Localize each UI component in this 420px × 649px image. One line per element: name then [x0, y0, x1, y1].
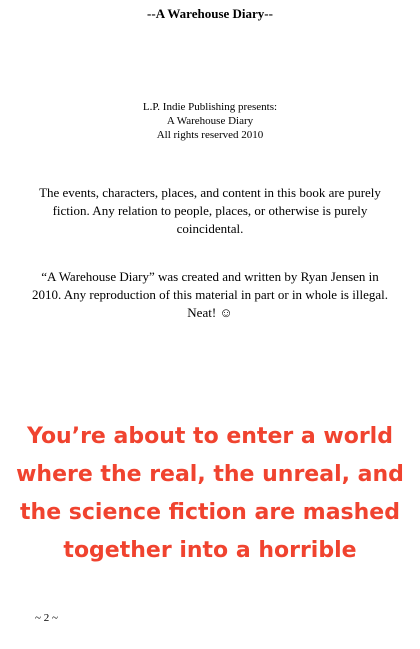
publisher-block	[0, 100, 420, 142]
page-title: --A Warehouse Diary--	[147, 6, 273, 21]
intro-text: You’re about to enter a world where the real, the unreal, and the science fiction are mashed together into a horrible	[16, 424, 404, 563]
page-number: ~ 2 ~	[35, 612, 58, 624]
disclaimer-paragraph: The events, characters, places, and content in this book are purely fiction. Any relation to people, places, or otherwise is purely coincidental.	[39, 185, 381, 236]
book-title-line: A Warehouse Diary	[166, 115, 254, 127]
credit-paragraph: “A Warehouse Diary” was created and written by Ryan Jensen in 2010. Any reproduction of this material in part or in whole is illegal. Neat! ☺	[32, 269, 388, 320]
publisher-line: L.P. Indie Publishing presents:	[142, 101, 278, 113]
copyright-line: All rights reserved 2010	[156, 129, 264, 141]
